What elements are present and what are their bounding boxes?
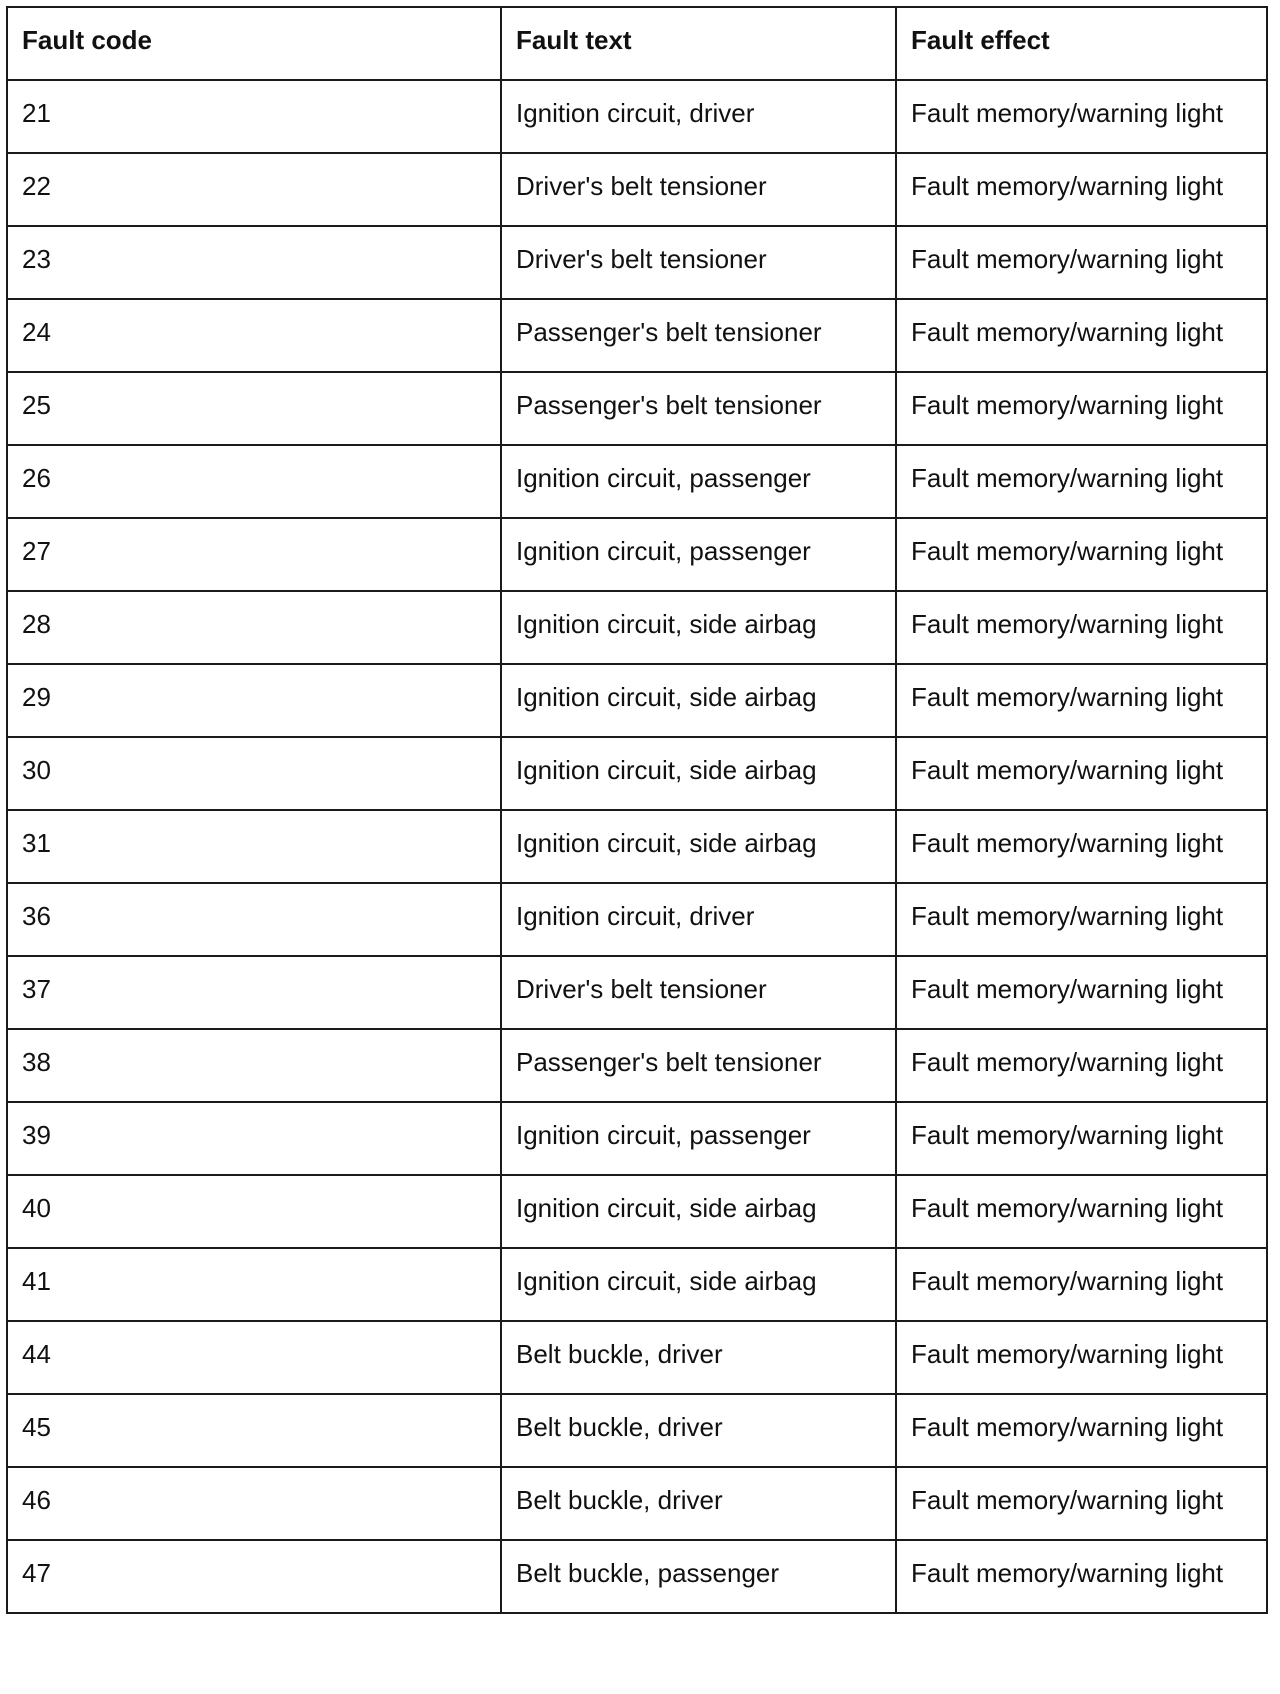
table-body bbox=[7, 80, 1267, 1613]
cell-fault-code: 28 bbox=[7, 591, 501, 664]
table-row bbox=[7, 226, 1267, 299]
table-row bbox=[7, 1029, 1267, 1102]
table-row bbox=[7, 664, 1267, 737]
cell-fault-effect: Fault memory/warning light bbox=[896, 664, 1267, 737]
table-row bbox=[7, 445, 1267, 518]
cell-fault-effect: Fault memory/warning light bbox=[896, 1248, 1267, 1321]
table-row bbox=[7, 1540, 1267, 1613]
cell-fault-effect: Fault memory/warning light bbox=[896, 1394, 1267, 1467]
table-row bbox=[7, 299, 1267, 372]
cell-fault-text: Ignition circuit, driver bbox=[501, 80, 896, 153]
table-header-row bbox=[7, 7, 1267, 80]
cell-fault-text: Belt buckle, driver bbox=[501, 1394, 896, 1467]
cell-fault-code: 27 bbox=[7, 518, 501, 591]
header-fault-effect: Fault effect bbox=[896, 7, 1267, 80]
fault-code-table bbox=[6, 6, 1268, 1614]
cell-fault-code: 24 bbox=[7, 299, 501, 372]
cell-fault-effect: Fault memory/warning light bbox=[896, 1467, 1267, 1540]
cell-fault-text: Ignition circuit, side airbag bbox=[501, 810, 896, 883]
cell-fault-text: Passenger's belt tensioner bbox=[501, 1029, 896, 1102]
cell-fault-code: 47 bbox=[7, 1540, 501, 1613]
table-row bbox=[7, 591, 1267, 664]
cell-fault-effect: Fault memory/warning light bbox=[896, 810, 1267, 883]
cell-fault-code: 37 bbox=[7, 956, 501, 1029]
cell-fault-code: 40 bbox=[7, 1175, 501, 1248]
cell-fault-text: Belt buckle, driver bbox=[501, 1321, 896, 1394]
cell-fault-text: Ignition circuit, side airbag bbox=[501, 664, 896, 737]
cell-fault-code: 21 bbox=[7, 80, 501, 153]
cell-fault-text: Ignition circuit, passenger bbox=[501, 1102, 896, 1175]
table-row bbox=[7, 372, 1267, 445]
cell-fault-text: Ignition circuit, passenger bbox=[501, 518, 896, 591]
cell-fault-code: 25 bbox=[7, 372, 501, 445]
cell-fault-effect: Fault memory/warning light bbox=[896, 1029, 1267, 1102]
cell-fault-code: 46 bbox=[7, 1467, 501, 1540]
cell-fault-code: 45 bbox=[7, 1394, 501, 1467]
table-row bbox=[7, 1102, 1267, 1175]
header-fault-code: Fault code bbox=[7, 7, 501, 80]
cell-fault-text: Driver's belt tensioner bbox=[501, 956, 896, 1029]
table-row bbox=[7, 518, 1267, 591]
cell-fault-text: Driver's belt tensioner bbox=[501, 226, 896, 299]
cell-fault-text: Ignition circuit, side airbag bbox=[501, 591, 896, 664]
cell-fault-text: Belt buckle, driver bbox=[501, 1467, 896, 1540]
cell-fault-effect: Fault memory/warning light bbox=[896, 1321, 1267, 1394]
cell-fault-effect: Fault memory/warning light bbox=[896, 1102, 1267, 1175]
cell-fault-code: 36 bbox=[7, 883, 501, 956]
table-row bbox=[7, 153, 1267, 226]
cell-fault-text: Ignition circuit, side airbag bbox=[501, 1175, 896, 1248]
cell-fault-effect: Fault memory/warning light bbox=[896, 956, 1267, 1029]
table-row bbox=[7, 883, 1267, 956]
cell-fault-code: 30 bbox=[7, 737, 501, 810]
table-row bbox=[7, 737, 1267, 810]
cell-fault-effect: Fault memory/warning light bbox=[896, 445, 1267, 518]
fault-code-table-container bbox=[6, 6, 1268, 1614]
cell-fault-code: 26 bbox=[7, 445, 501, 518]
cell-fault-code: 31 bbox=[7, 810, 501, 883]
cell-fault-code: 39 bbox=[7, 1102, 501, 1175]
cell-fault-effect: Fault memory/warning light bbox=[896, 153, 1267, 226]
cell-fault-text: Ignition circuit, side airbag bbox=[501, 737, 896, 810]
cell-fault-code: 29 bbox=[7, 664, 501, 737]
table-row bbox=[7, 1321, 1267, 1394]
cell-fault-effect: Fault memory/warning light bbox=[896, 737, 1267, 810]
cell-fault-effect: Fault memory/warning light bbox=[896, 226, 1267, 299]
cell-fault-effect: Fault memory/warning light bbox=[896, 1175, 1267, 1248]
cell-fault-code: 22 bbox=[7, 153, 501, 226]
table-row bbox=[7, 1394, 1267, 1467]
table-row bbox=[7, 810, 1267, 883]
cell-fault-text: Ignition circuit, side airbag bbox=[501, 1248, 896, 1321]
cell-fault-text: Passenger's belt tensioner bbox=[501, 372, 896, 445]
cell-fault-effect: Fault memory/warning light bbox=[896, 1540, 1267, 1613]
header-fault-text: Fault text bbox=[501, 7, 896, 80]
cell-fault-code: 23 bbox=[7, 226, 501, 299]
cell-fault-effect: Fault memory/warning light bbox=[896, 518, 1267, 591]
table-row bbox=[7, 1175, 1267, 1248]
cell-fault-effect: Fault memory/warning light bbox=[896, 883, 1267, 956]
table-row bbox=[7, 1467, 1267, 1540]
cell-fault-text: Belt buckle, passenger bbox=[501, 1540, 896, 1613]
cell-fault-text: Ignition circuit, driver bbox=[501, 883, 896, 956]
cell-fault-text: Passenger's belt tensioner bbox=[501, 299, 896, 372]
cell-fault-effect: Fault memory/warning light bbox=[896, 299, 1267, 372]
cell-fault-effect: Fault memory/warning light bbox=[896, 80, 1267, 153]
cell-fault-effect: Fault memory/warning light bbox=[896, 591, 1267, 664]
cell-fault-code: 41 bbox=[7, 1248, 501, 1321]
cell-fault-code: 44 bbox=[7, 1321, 501, 1394]
cell-fault-text: Ignition circuit, passenger bbox=[501, 445, 896, 518]
table-row bbox=[7, 1248, 1267, 1321]
cell-fault-code: 38 bbox=[7, 1029, 501, 1102]
cell-fault-text: Driver's belt tensioner bbox=[501, 153, 896, 226]
table-row bbox=[7, 956, 1267, 1029]
table-row bbox=[7, 80, 1267, 153]
cell-fault-effect: Fault memory/warning light bbox=[896, 372, 1267, 445]
